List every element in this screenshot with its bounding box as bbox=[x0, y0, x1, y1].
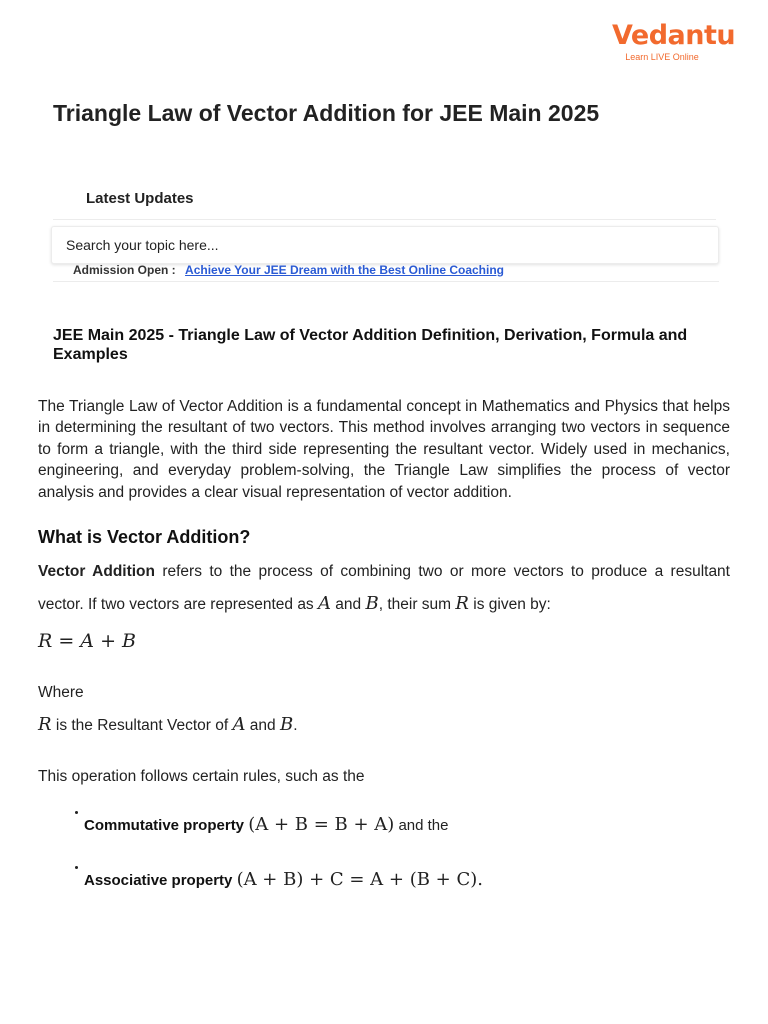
var-a: A bbox=[232, 714, 246, 735]
section-heading: What is Vector Addition? bbox=[38, 527, 251, 547]
latest-updates-heading: Latest Updates bbox=[86, 190, 194, 207]
page-title: Triangle Law of Vector Addition for JEE Main 2025 bbox=[53, 100, 600, 126]
divider bbox=[53, 281, 719, 282]
bullet-dot bbox=[75, 811, 78, 814]
definition-term: Vector Addition bbox=[38, 563, 155, 580]
vector-sum-formula: R = A + B bbox=[38, 630, 136, 652]
vedantu-logo[interactable] bbox=[612, 20, 736, 63]
property-tail: and the bbox=[394, 817, 449, 834]
var-b: B bbox=[279, 714, 294, 735]
definition-paragraph bbox=[38, 556, 730, 621]
definition-text: , their sum bbox=[378, 596, 456, 613]
admission-label: Admission Open : bbox=[73, 263, 176, 277]
and-word: and bbox=[331, 596, 366, 613]
period: . bbox=[293, 717, 298, 734]
search-input[interactable] bbox=[51, 226, 719, 264]
and-word: and bbox=[245, 717, 280, 734]
var-a: A bbox=[318, 593, 331, 614]
property-expression: (A + B) + C = A + (B + C). bbox=[236, 869, 483, 890]
var-r: R bbox=[38, 714, 52, 735]
definition-text: is given by: bbox=[468, 596, 551, 613]
property-label: Associative property bbox=[84, 872, 233, 889]
var-r: R bbox=[455, 593, 469, 614]
admission-link[interactable]: Achieve Your JEE Dream with the Best Online Coaching bbox=[185, 263, 504, 277]
resultant-description bbox=[38, 714, 298, 735]
list-item bbox=[84, 814, 449, 835]
article-subtitle: JEE Main 2025 - Triangle Law of Vector Addition Definition, Derivation, Formula and Examples bbox=[53, 327, 688, 363]
admission-banner bbox=[73, 263, 504, 277]
logo-tagline: Learn LIVE Online bbox=[625, 52, 699, 62]
property-label: Commutative property bbox=[84, 817, 245, 834]
divider bbox=[53, 219, 716, 220]
resultant-text: is the Resultant Vector of bbox=[51, 717, 233, 734]
property-expression: (A + B = B + A) bbox=[248, 814, 395, 835]
rules-intro: This operation follows certain rules, such as the bbox=[38, 768, 365, 785]
logo-wordmark: Vedantu bbox=[612, 20, 736, 51]
where-label: Where bbox=[38, 684, 84, 701]
var-b: B bbox=[365, 593, 379, 614]
bullet-dot bbox=[75, 866, 78, 869]
definition-text: refers to the process of combining two or more vectors to produce a resultant vector. If two vectors are represented as bbox=[38, 563, 730, 613]
list-item bbox=[84, 869, 483, 890]
intro-paragraph: The Triangle Law of Vector Addition is a fundamental concept in Mathematics and Physics that helps in determining the resultant of two vectors. This method involves arranging two vectors in sequence to form a triangle, with the third side representing the resultant vector. Widely used in mechanics, engineering, and everyday problem-solving, the Triangle Law simplifies the process of vector analysis and provides a clear visual representation of vector addition. bbox=[38, 398, 730, 501]
